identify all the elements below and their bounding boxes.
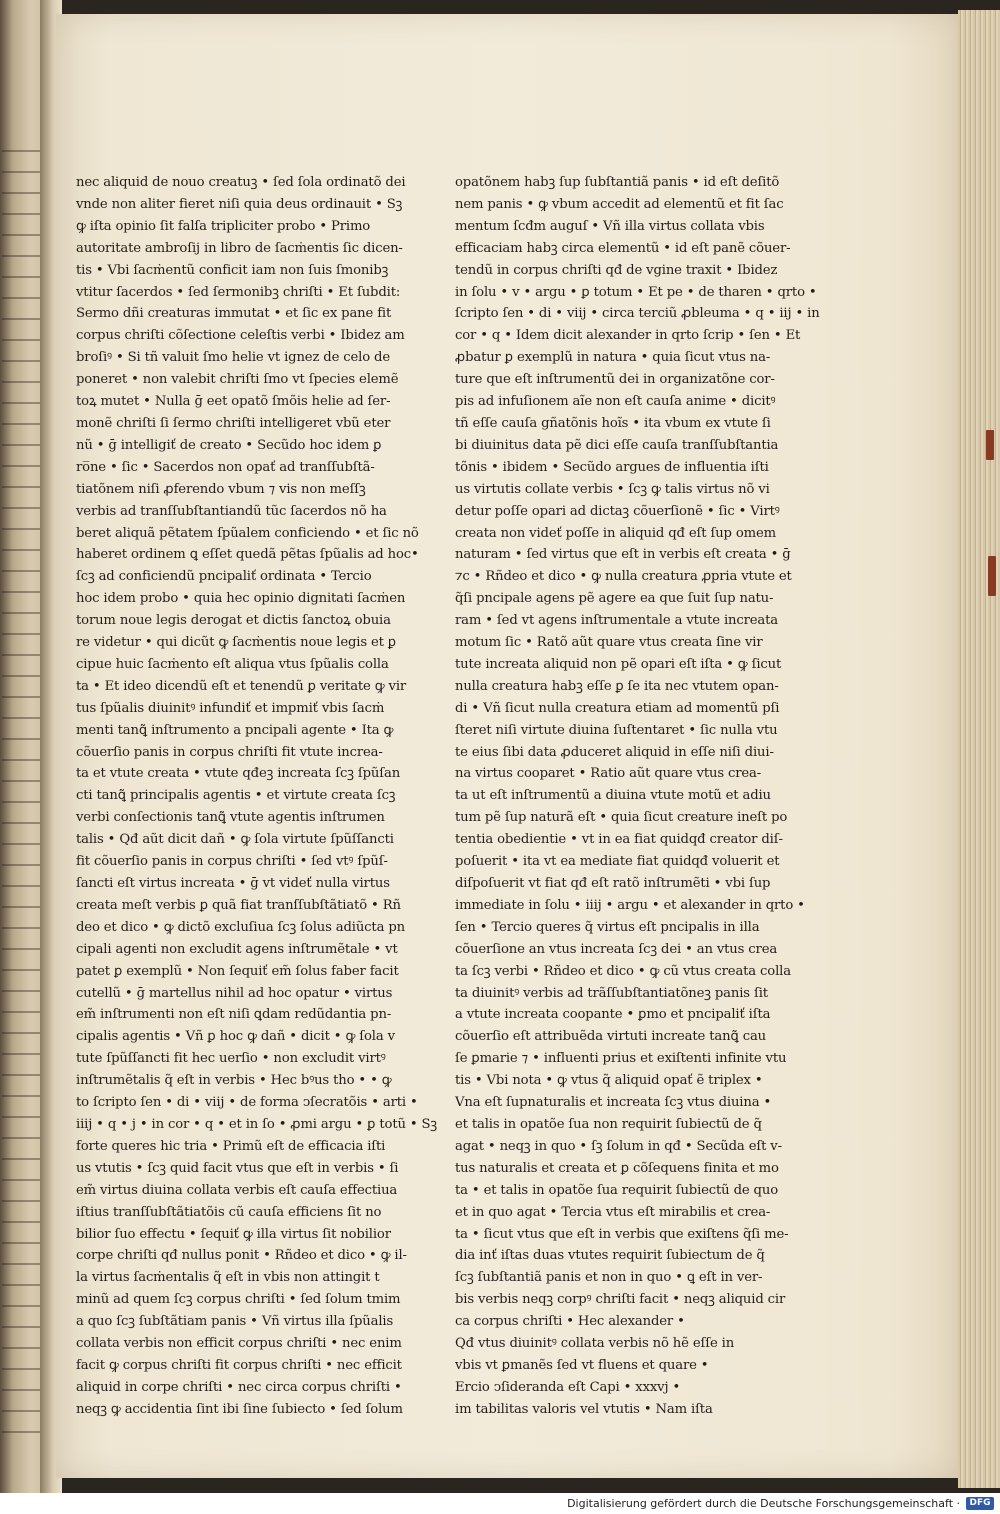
- text-line: tis • Vbi nota • ꝙ vtus q̃ aliquid opať ẽ triplex •: [455, 1073, 763, 1089]
- text-line: tiatõnem niſi ꝓferendo vbum ⁊ vis non meſſꝫ: [76, 481, 366, 497]
- text-line: ca corpus chriſti • Hec alexander •: [455, 1314, 685, 1330]
- text-line: diſpoſuerit vt fiat qđ eſt ratõ inſtrumẽti • vbi ſup: [455, 876, 771, 891]
- text-line: iiij • q • j • in cor • q • et in ſo • ꝓmi argu • ꝑ totũ • Sꝫ: [76, 1116, 438, 1132]
- text-line: la virtus ſacṁentalis q̃ eſt in vbis non attingit t: [76, 1270, 380, 1286]
- text-line: autoritate ambroſij in libro de ſacṁentis ſic dicen-: [76, 240, 403, 256]
- text-line: ta ut eſt inſtrumentũ a diuina vtute motũ et adiu: [455, 788, 771, 804]
- text-line: motum ſic • Ratõ aũt quare vtus creata ſine vir: [455, 635, 763, 651]
- text-line: poneret • non valebit chriſti ſmo vt ſpecies elemẽ: [76, 372, 399, 388]
- text-line: hoc idem probo • quia hec opinio dignitati ſacṁen: [76, 591, 406, 607]
- text-line: patet ꝑ exemplũ • Non ſequiť em̃ ſolus faber facit: [76, 963, 399, 979]
- text-line: ta ſcꝫ verbi • Rñdeo et dico • ꝙ cũ vtus creata colla: [455, 963, 791, 979]
- text-line: ta • ſicut vtus que eſt in verbis que exiſtens q̃ſi me-: [455, 1226, 789, 1242]
- text-line: et talis in opatõe ſua non requirit ſubiectũ de q̃: [455, 1116, 762, 1132]
- text-line: detur poſſe opari ad dictaꝫ cõuerſionẽ • ſic • Virtꝰ: [455, 503, 780, 519]
- text-line: q̃ſi pncipale agens pẽ agere ea que ſuit ſup natu-: [455, 591, 774, 607]
- text-line: ta • et talis in opatõe ſua requirit ſubiectũ de quo: [455, 1182, 778, 1198]
- text-line: vbis vt ꝑmanẽs ſed vt fluens et quare •: [455, 1357, 709, 1373]
- text-line: nũ • ḡ intelligiť de creato • Secũdo hoc idem ꝑ: [76, 437, 382, 453]
- page-fore-edge: [958, 10, 1000, 1488]
- text-line: immediate in ſolu • iiij • argu • et alexander in qrto •: [455, 897, 805, 913]
- text-line: dia inť iſtas duas vtutes requirit ſubiectum de q̃: [455, 1248, 765, 1264]
- text-line: vtitur ſacerdos • ſed ſermonibꝫ chriſti • Et ſubdit:: [76, 284, 401, 300]
- text-line: tentia obedientie • vt in ea fiat quidqđ creator diſ-: [455, 832, 783, 848]
- text-line: nec aliquid de nouo creatuꝫ • ſed ſola ordinatõ dei: [76, 175, 406, 190]
- text-line: monẽ chriſti ſi ſermo chriſti intelligeret vbũ eter: [76, 415, 391, 431]
- text-line: ro̅ne • ſic • Sacerdos non opať ad tranſſubſtã-: [76, 459, 375, 475]
- text-line: vnde non aliter fieret niſi quia deus ordinauit • Sꝫ: [76, 196, 403, 212]
- text-line: ta diuinitꝰ verbis ad trãſſubſtantiatõneꝫ panis ſit: [455, 985, 768, 1001]
- text-line: cõuerſio eſt attribuẽda virtuti increate tanꝗ̃ cau: [455, 1029, 766, 1045]
- text-line: ſen • Tercio queres q̃ virtus eſt pncipalis in illa: [455, 919, 760, 935]
- text-line: tus naturalis et creata et ꝑ cõſequens finita et mo: [455, 1160, 779, 1176]
- text-line: ſcꝫ ſubſtantiã panis et non in quo • ꝗ eſt in ver-: [455, 1270, 763, 1286]
- text-line: ſteret niſi virtute diuina ſuſtentaret • ſic nulla vtu: [455, 722, 778, 738]
- text-line: cti tanꝗ̃ principalis agentis • et virtute creata ſcꝫ: [76, 788, 396, 804]
- text-line: ſcꝫ ad conficiendũ pncipaliť ordinata • Tercio: [76, 569, 372, 585]
- text-line: ram • ſed vt agens inſtrumentale a vtute increata: [455, 613, 778, 629]
- text-line: cipalis agentis • Vñ ꝑ hoc ꝙ dañ • dicit • ꝙ ſola v: [76, 1029, 395, 1045]
- text-line: tute ſpũſſancti fit hec uerſio • non excludit virtꝰ: [76, 1051, 386, 1067]
- text-line: tõnis • ibidem • Secũdo argues de influentia iſti: [455, 459, 769, 475]
- text-line: facit ꝙ corpus chriſti fit corpus chriſti • nec efficit: [76, 1357, 402, 1373]
- text-line: in ſolu • v • argu • ꝑ totum • Et pe • de tharen • qrto •: [455, 284, 817, 300]
- text-line: verbi conſectionis tanꝗ̃ vtute agentis inſtrumen: [76, 810, 385, 826]
- text-line: menti tanꝗ̃ inſtrumento a pncipali agente • Ita ꝙ: [76, 722, 394, 738]
- text-line: tendũ in corpus chriſti qđ de vgine traxit • Ibidez: [455, 262, 778, 278]
- text-line: tus ſpũalis diuinitꝰ infundiť et impmiť vbis ſacṁ: [76, 700, 385, 716]
- text-line: poſuerit • ita vt ea mediate fiat quidqđ voluerit et: [455, 854, 780, 870]
- text-line: bi diuinitus data pẽ dici eſſe cauſa tranſſubſtantia: [455, 437, 779, 453]
- left-page-edge: [0, 0, 44, 1493]
- text-line: haberet ordinem ꝗ eſſet quedã pẽtas ſpũalis ad hoc•: [76, 547, 419, 563]
- text-line: Vna eſt ſupnaturalis et increata ſcꝫ vtus diuina •: [455, 1095, 772, 1111]
- text-line: ſcripto ſen • di • viij • circa terciũ ꝓbleuma • q • iij • in: [455, 306, 820, 322]
- text-line: a quo ſcꝫ ſubſtãtiam panis • Vñ virtus illa ſpũalis: [76, 1314, 394, 1330]
- text-line: cor • q • Idem dicit alexander in qrto ſcrip • ſen • Et: [455, 328, 801, 344]
- text-line: bis verbis neqꝫ corpꝰ chriſti facit • neqꝫ aliquid cir: [455, 1292, 786, 1308]
- text-line: naturam • ſed virtus que eſt in verbis eſt creata • ḡ: [455, 547, 791, 563]
- digitization-footer: [0, 1493, 1000, 1514]
- text-line: creata non videť poſſe in aliquid qđ eſt ſup omem: [455, 525, 777, 541]
- text-line: cõuerſio panis in corpus chriſti fit vtute increa-: [76, 744, 383, 760]
- text-line: to ſcripto ſen • di • viij • de forma ↄſecratõis • arti •: [76, 1095, 418, 1111]
- text-line: aliquid in corpe chriſti • nec circa corpus chriſti •: [76, 1379, 402, 1395]
- text-line: agat • neqꝫ in quo • ſꝫ ſolum in qđ • Secũda eſt v-: [455, 1138, 782, 1154]
- text-line: minũ ad quem ſcꝫ corpus chriſti • ſed ſolum tmim: [76, 1292, 401, 1308]
- dfg-logo: DFG: [966, 1497, 994, 1510]
- bookmark-tab: [986, 430, 994, 460]
- text-line: toꝝ mutet • Nulla ḡ eet opatõ ſmõis helie ad ſer-: [76, 394, 391, 410]
- text-line: cõuerſione an vtus increata ſcꝫ dei • an vtus crea: [455, 941, 778, 957]
- text-line: bilior ſuo effectu • ſequiť ꝙ illa virtus ſit nobilior: [76, 1226, 391, 1242]
- text-line: ta et vtute creata • vtute qđeꝫ increata ſcꝫ ſpũſan: [76, 766, 401, 782]
- text-line: us vtutis • ſcꝫ quid facit vtus que eſt in verbis • ſi: [76, 1160, 399, 1176]
- text-line: et in quo agat • Tercia vtus eſt mirabilis et crea-: [455, 1204, 771, 1220]
- text-line: em̃ inſtrumenti non eſt niſi ꝗdam redũdantia pn-: [76, 1007, 392, 1023]
- right-text-column: [455, 172, 820, 1421]
- text-line: broſiꝰ • Si tñ valuit ſmo helie vt ignez de celo de: [76, 350, 391, 366]
- text-line: Qđ vtus diuinitꝰ collata verbis nõ hẽ eſſe in: [455, 1336, 735, 1352]
- bookmark-tab: [988, 556, 996, 596]
- left-page-text-fragment: [2, 150, 42, 1450]
- text-line: pis ad infuſionem aĩe non eſt cauſa anime • dicitꝰ: [455, 394, 776, 410]
- text-line: di • Vñ ſicut nulla creatura etiam ad momentũ pſi: [455, 700, 780, 716]
- text-line: a vtute increata coopante • ꝑmo et pncipaliť iſta: [455, 1007, 771, 1023]
- text-line: tute increata aliquid non pẽ opari eſt iſta • ꝙ ſicut: [455, 656, 782, 672]
- text-line: ꝓbatur ꝑ exemplũ in natura • quia ſicut vtus na-: [455, 350, 771, 366]
- text-line: talis • Qđ aũt dicit dañ • ꝙ ſola virtute ſpũſſancti: [76, 832, 394, 848]
- text-line: Sermo dñi creaturas immutat • et ſic ex pane fit: [76, 306, 392, 322]
- text-line: opatõnem habꝫ ſup ſubſtantiã panis • id eſt deſitõ: [455, 175, 780, 190]
- text-line: corpus chriſti cõſectione celeſtis verbi • Ibidez am: [76, 328, 405, 344]
- text-line: te eius ſibi data ꝓduceret aliquid in eſſe niſi diui-: [455, 744, 774, 760]
- text-line: nulla creatura habꝫ eſſe ꝑ ſe ita nec vtutem opan-: [455, 678, 779, 694]
- text-line: us virtutis collate verbis • ſcꝫ ꝙ talis virtus nõ vi: [455, 481, 770, 497]
- text-line: torum noue legis derogat et dictis ſanctoꝝ obuia: [76, 613, 391, 629]
- text-line: fit cõuerſio panis in corpus chriſti • ſed vtꝰ ſpũſ-: [76, 854, 388, 870]
- text-line: deo et dico • ꝙ dictõ excluſiua ſcꝫ ſolus adiũcta pn: [76, 919, 405, 935]
- text-line: ꝙ iſta opinio ſit falſa tripliciter probo • Primo: [76, 218, 371, 234]
- text-line: cipali agenti non excludit agens inſtrumẽtale • vt: [76, 941, 398, 957]
- text-line: corpe chriſti qđ nullus ponit • Rñdeo et dico • ꝙ il-: [76, 1248, 407, 1264]
- text-line: mentum ſcđm auguſ • Vñ illa virtus collata vbis: [455, 218, 765, 234]
- text-line: iſtius tranſſubſtãtiatõis cũ cauſa efficiens ſit no: [76, 1204, 382, 1220]
- left-text-column: [76, 172, 438, 1421]
- text-line: tis • Vbi ſacṁentũ conficit iam non ſuis ſmonibꝫ: [76, 262, 389, 278]
- text-line: verbis ad tranſſubſtantiandũ tũc ſacerdos nõ ha: [76, 503, 387, 519]
- text-line: tñ eſſe cauſa gñatõnis hoĩs • ita vbum ex vtute ſi: [455, 415, 771, 431]
- text-line: cipue huic ſacṁento eſt aliqua vtus ſpũalis colla: [76, 656, 389, 672]
- funding-credit: Digitalisierung gefördert durch die Deutsche Forschungsgemeinschaft ·: [567, 1497, 960, 1510]
- text-line: Ercio ↄſideranda eſt Capi • xxxvj •: [455, 1379, 681, 1395]
- text-line: ⁊c • Rñdeo et dico • ꝙ nulla creatura ꝓpria vtute et: [455, 569, 792, 585]
- text-line: re videtur • qui dicũt ꝙ ſacṁentis noue legis et ꝑ: [76, 635, 396, 651]
- text-line: neqꝫ ꝙ accidentia ſint ibi ſine ſubiecto • ſed ſolum: [76, 1401, 403, 1417]
- text-line: creata meſt verbis ꝑ quã fiat tranſſubſtãtiatõ • Rñ: [76, 897, 401, 913]
- text-line: nem panis • ꝙ vbum accedit ad elementũ et fit ſac: [455, 196, 784, 212]
- text-line: em̃ virtus diuina collata verbis eſt cauſa effectiua: [76, 1182, 398, 1198]
- text-line: forte queres hic tria • Primũ eſt de efficacia iſti: [76, 1138, 386, 1154]
- text-line: cutellũ • ḡ martellus nihil ad hoc opatur • virtus: [76, 985, 393, 1001]
- text-line: ta • Et ideo dicendũ eſt et tenendũ ꝑ veritate ꝙ vir: [76, 678, 407, 694]
- text-line: collata verbis non efficit corpus chriſti • nec enim: [76, 1336, 402, 1352]
- text-line: ture que eſt inſtrumentũ dei in organizatõne cor-: [455, 372, 775, 388]
- text-line: ſe ꝑmarie ⁊ • influenti prius et exiſtenti infinite vtu: [455, 1051, 787, 1067]
- text-line: im tabilitas valoris vel vtutis • Nam iſta: [455, 1401, 713, 1417]
- text-line: tum pẽ ſup naturã eſt • quia ſicut creature ineſt po: [455, 810, 788, 826]
- text-line: efficaciam habꝫ circa elementũ • id eſt panẽ cõuer-: [455, 240, 791, 256]
- text-line: beret aliquã pẽtatem ſpũalem conficiendo • et ſic nõ: [76, 525, 419, 541]
- text-line: na virtus cooparet • Ratio aũt quare vtus crea-: [455, 766, 762, 782]
- text-line: inſtrumẽtalis q̃ eſt in verbis • Hec bꝰus tho • • ꝙ: [76, 1073, 392, 1089]
- text-line: ſancti eſt virtus increata • ḡ vt videť nulla virtus: [76, 876, 390, 891]
